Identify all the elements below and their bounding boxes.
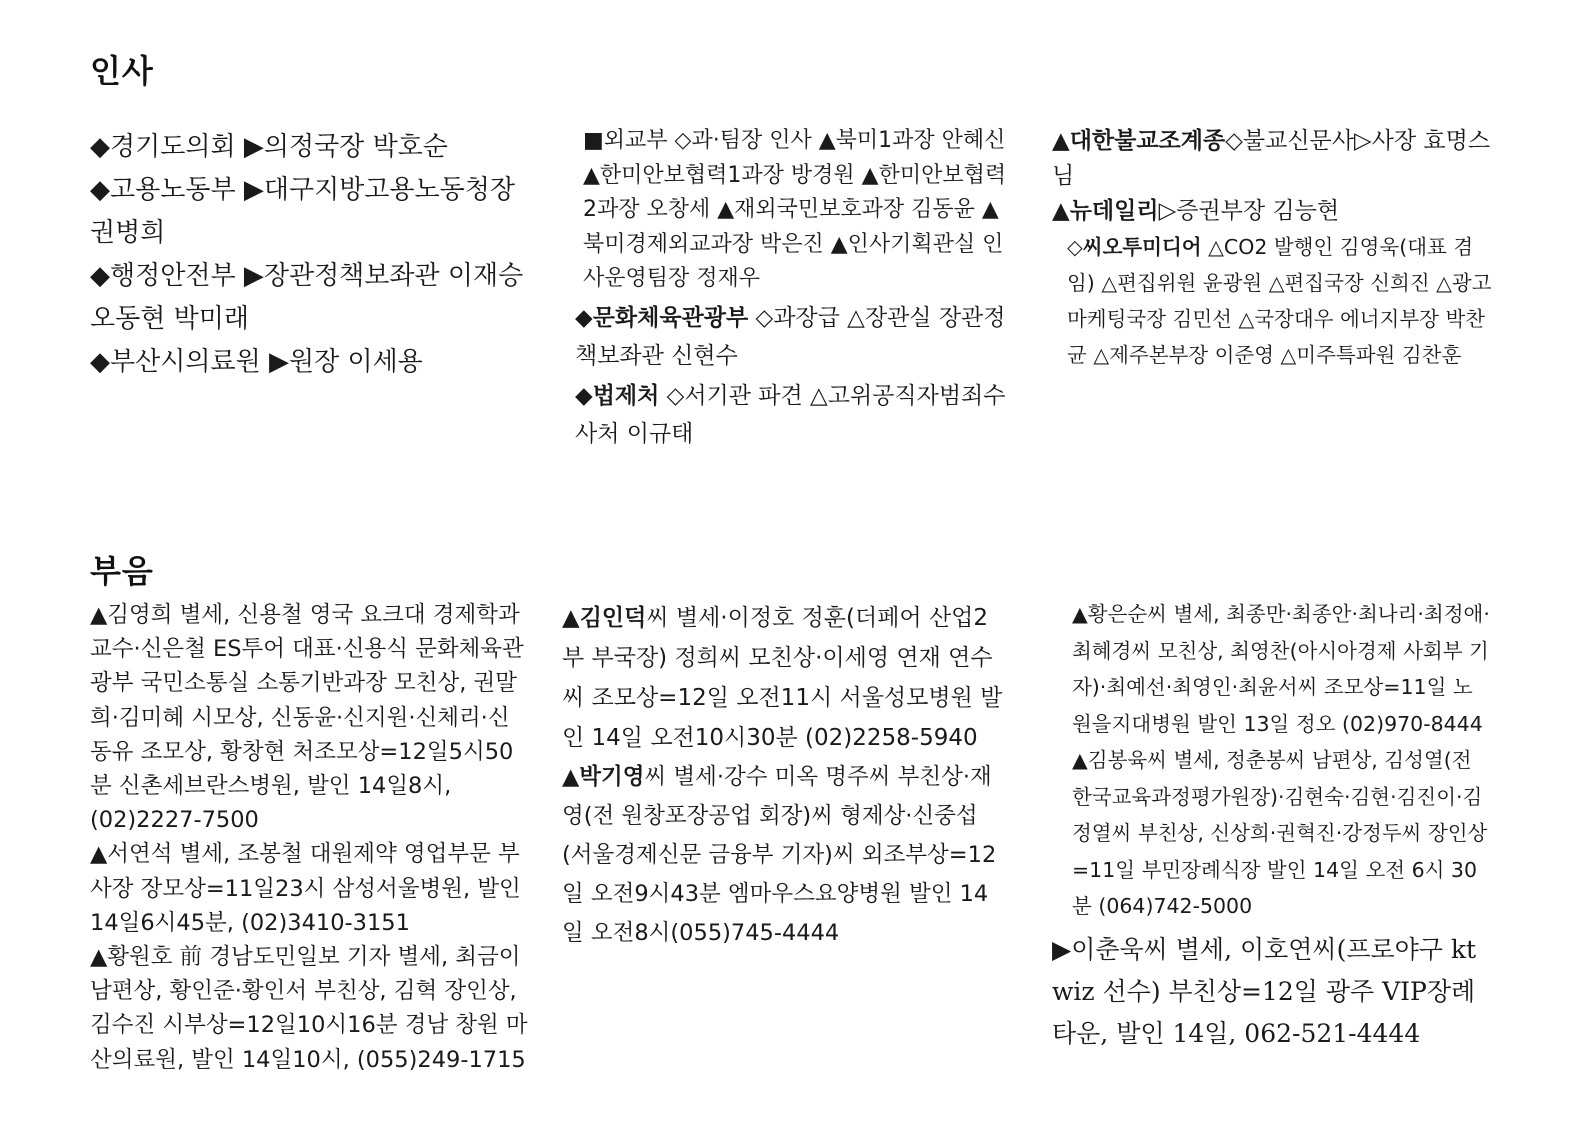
insa-column-1 <box>90 126 540 384</box>
org-name: ◆법제처 <box>575 382 660 409</box>
bueum-column-2 <box>562 598 1007 953</box>
obituary-entry: ▶이춘욱씨 별세, 이호연씨(프로야구 kt wiz 선수) 부친상=12일 광주 VIP장례타운, 발인 14일, 062-521-4444 <box>1052 934 1477 1048</box>
insa-entry: ◆고용노동부 ▶대구지방고용노동청장 권병희 <box>90 175 515 248</box>
bueum-column-1 <box>90 598 530 1077</box>
obituary-entry <box>562 758 1007 953</box>
obituary-entry: ▲김봉육씨 별세, 정춘봉씨 남편상, 김성열(전 한국교육과정평가원장)·김현숙·김현·김진이·김정열씨 부친상, 신상희·권혁진·강정두씨 장인상=11일 부민장례식장 발인 14일 오전 6시 30분 (064)742-5000 <box>1072 748 1488 918</box>
insa-entry-co2media <box>1052 229 1492 373</box>
entry-text: ◇서기관 파견 △고위공직자범죄수사처 이규태 <box>575 382 1006 447</box>
obituary-entry <box>562 598 1007 758</box>
org-name: ▲뉴데일리 <box>1052 198 1159 224</box>
obituary-entry: ▲황원호 前 경남도민일보 기자 별세, 최금이 남편상, 황인준·황인서 부친상, 김혁 장인상, 김수진 시부상=12일10시16분 경남 창원 마산의료원, 발인 14일10시, (055)249-1715 <box>90 944 528 1073</box>
org-name: ◇씨오투미디어 <box>1067 235 1202 259</box>
obituary-entry: ▲황은순씨 별세, 최종만·최종안·최나리·최정애·최혜경씨 모친상, 최영찬(아시아경제 사회부 기자)·최예선·최영인·최윤서씨 조모상=11일 노원을지대병원 발인 13일 정오 (02)970-8444 <box>1072 602 1490 736</box>
org-name: ▲대한불교조계종 <box>1052 128 1226 154</box>
obituary-entry: ▲서연석 별세, 조봉철 대원제약 영업부문 부사장 장모상=11일23시 삼성서울병원, 발인 14일6시45분, (02)3410-3151 <box>90 841 521 936</box>
insa-column-2 <box>575 124 1015 453</box>
entry-text: 씨 별세·이정호 정훈(더페어 산업2부 부국장) 정희씨 모친상·이세영 연재 연수씨 조모상=12일 오전11시 서울성모병원 발인 14일 오전10시30분 (02)2258-5940 <box>562 605 1003 751</box>
org-name: ◆문화체육관광부 <box>575 304 749 331</box>
obituary-entry: ▲김영희 별세, 신용철 영국 요크대 경제학과 교수·신은철 ES투어 대표·신용식 문화체육관광부 국민소통실 소통기반과장 모친상, 권말희·김미혜 시모상, 신동윤·신지원·신체리·신동유 조모상, 황창현 처조모상=12일5시50분 신촌세브란스병원, 발인 14일8시, (02)2227-7500 <box>90 602 524 834</box>
insa-entry: ◆부산시의료원 ▶원장 이세용 <box>90 347 423 377</box>
insa-column-3 <box>1052 124 1492 373</box>
section-title-insa: 인사 <box>90 52 154 90</box>
insa-entry-newdaily <box>1052 194 1492 229</box>
insa-entry-mofa: ■외교부 ◇과·팀장 인사 ▲북미1과장 안혜신 ▲한미안보협력1과장 방경원 ▲한미안보협력2과장 오창세 ▲재외국민보호과장 김동윤 ▲북미경제외교과장 박은진 ▲인사기획관실 인사운영팀장 정재우 <box>583 128 1007 291</box>
insa-entry-moleg <box>575 377 1015 453</box>
insa-entry-jogye <box>1052 124 1492 194</box>
entry-text: ◇과장급 △장관실 장관정책보좌관 신현수 <box>575 304 1006 369</box>
section-title-bueum: 부음 <box>90 552 154 590</box>
insa-entry-mcst <box>575 299 1015 375</box>
deceased-name: ▲박기영 <box>562 764 645 790</box>
deceased-name: ▲김인덕 <box>562 605 647 631</box>
bueum-column-3 <box>1052 596 1492 1055</box>
entry-text: △CO2 발행인 김영욱(대표 겸임) △편집위원 윤광원 △편집국장 신희진 △광고마케팅국장 김민선 △국장대우 에너지부장 박찬균 △제주본부장 이준영 △미주특파원 김찬훈 <box>1067 235 1492 367</box>
entry-text: ▷증권부장 김능현 <box>1158 198 1340 224</box>
insa-entry: ◆행정안전부 ▶장관정책보좌관 이재승 오동현 박미래 <box>90 261 524 334</box>
entry-text: ◇불교신문사▷사장 효명스님 <box>1052 128 1491 189</box>
entry-text: 씨 별세·강수 미옥 명주씨 부친상·재영(전 원창포장공업 회장)씨 형제상·신중섭(서울경제신문 금융부 기자)씨 외조부상=12일 오전9시43분 엠마우스요양병원 발인 14일 오전8시(055)745-4444 <box>562 764 997 946</box>
insa-entry: ◆경기도의회 ▶의정국장 박호순 <box>90 132 448 162</box>
